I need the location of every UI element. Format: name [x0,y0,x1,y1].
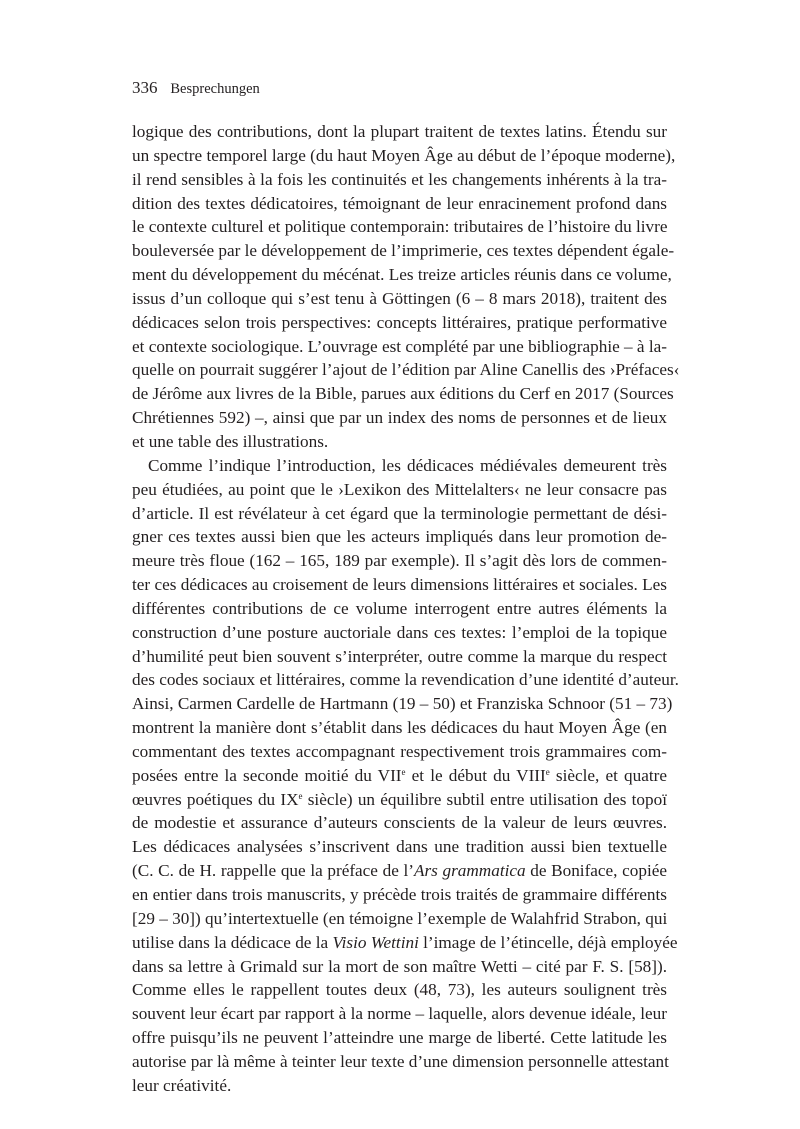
running-head [132,78,260,99]
text-line: montrent la manière dont s’établit dans les dédicaces du haut Moyen Âge (en [132,718,667,738]
text-line: logique des contributions, dont la plupart traitent de textes latins. Étendu sur [132,122,667,141]
text-line-italic [132,859,667,883]
text-run: siècle, et quatre [549,765,667,785]
page-number: 336 [132,78,158,97]
text-line: construction d’une posture auctoriale dans ces textes: l’emploi de la topique [132,622,667,642]
text-line: dans sa lettre à Grimald sur la mort de son maître Wetti – cité par F. S. [58]). [132,956,667,976]
text-line: quelle on pourrait suggérer l’ajout de l’édition par Aline Canellis des ›Préfaces‹ [132,360,680,380]
text-run: l’image de l’étincelle, déjà employée [418,932,678,952]
text-run: siècle) un équilibre subtil entre utilisation des topoï [302,789,667,809]
text-line-italic [132,931,678,955]
text-line: dédicaces selon trois perspectives: concepts littéraires, pratique performative [132,312,667,332]
text-line: le contexte culturel et politique contemporain: tributaires de l’histoire du livre [132,217,668,237]
text-line: dition des textes dédicatoires, témoignant de leur enracinement profond dans [132,193,667,213]
text-run: posées entre la seconde moitié du VII [132,765,402,785]
paragraph-2 [132,454,679,1098]
text-line: de modestie et assurance d’auteurs conscients de la valeur de leurs œuvres. [132,813,667,833]
text-line: d’article. Il est révélateur à cet égard que la terminologie permettant de dési- [132,503,667,523]
text-line: et une table des illustrations. [132,431,329,451]
italic-title: Visio Wettini [332,932,419,952]
text-line: Comme l’indique l’introduction, les dédicaces médiévales demeurent très [148,455,667,475]
text-line: ter ces dédicaces au croisement de leurs dimensions littéraires et sociales. Les [132,575,667,595]
text-line-superscript [132,764,667,788]
text-line: Les dédicaces analysées s’inscrivent dans une tradition aussi bien textuelle [132,837,667,857]
text-line: différentes contributions de ce volume interrogent entre autres éléments la [132,598,667,618]
text-line: bouleversée par le développement de l’imprimerie, ces textes dépendent égale- [132,241,675,261]
section-title: Besprechungen [170,81,260,97]
superscript-e: e [298,790,303,801]
text-line: d’humilité peut bien souvent s’interpréter, outre comme la marque du respect [132,646,667,666]
text-line: ment du développement du mécénat. Les treize articles réunis dans ce volume, [132,265,672,285]
superscript-e: e [545,766,550,777]
text-line: souvent leur écart par rapport à la norme – laquelle, alors devenue idéale, leur [132,1004,667,1024]
text-line: offre puisqu’ils ne peuvent l’atteindre une marge de liberté. Cette latitude les [132,1028,667,1048]
text-line: autorise par là même à teinter leur texte d’une dimension personnelle attestant [132,1051,669,1071]
text-line: Comme elles le rappellent toutes deux (48, 73), les auteurs soulignent très [132,980,667,1000]
text-line: Ainsi, Carmen Cardelle de Hartmann (19 – 50) et Franziska Schnoor (51 – 73) [132,694,673,714]
text-line: un spectre temporel large (du haut Moyen Âge au début de l’époque moderne), [132,145,676,165]
text-line-superscript [132,788,667,812]
text-line: gner ces textes aussi bien que les acteurs impliqués dans leur promotion de- [132,527,667,547]
text-run: de Boniface, copiée [525,861,667,881]
text-line: leur créativité. [132,1075,232,1095]
text-line: meure très floue (162 – 165, 189 par exemple). Il s’agit dès lors de commen- [132,551,667,571]
text-line: Chrétiennes 592) –, ainsi que par un index des noms de personnes et de lieux [132,408,667,428]
text-line: commentant des textes accompagnant respectivement trois grammaires com- [132,741,667,761]
text-line: de Jérôme aux livres de la Bible, parues aux éditions du Cerf en 2017 (Sources [132,384,674,404]
superscript-e: e [401,766,406,777]
body-text [132,120,680,1098]
text-line: [29 – 30]) qu’intertextuelle (en témoigne l’exemple de Walahfrid Strabon, qui [132,908,668,928]
text-line: issus d’un colloque qui s’est tenu à Göttingen (6 – 8 mars 2018), traitent des [132,288,667,308]
text-run: (C. C. de H. rappelle que la préface de l’ [132,861,414,881]
text-line: des codes sociaux et littéraires, comme la revendication d’une identité d’auteur. [132,670,679,690]
text-line: il rend sensibles à la fois les continuités et les changements inhérents à la tra- [132,169,667,189]
text-line: peu étudiées, au point que le ›Lexikon des Mittelalters‹ ne leur consacre pas [132,479,667,499]
text-run: œuvres poétiques du IX [132,789,299,809]
text-line: en entier dans trois manuscrits, y précède trois traités de grammaire différents [132,885,667,904]
text-line: et contexte sociologique. L’ouvrage est complété par une bibliographie – à la- [132,336,667,356]
paragraph-1 [132,120,680,454]
text-run: et le début du VIII [405,765,546,785]
text-run: utilise dans la dédicace de la [132,932,333,952]
italic-title: Ars grammatica [413,861,526,881]
